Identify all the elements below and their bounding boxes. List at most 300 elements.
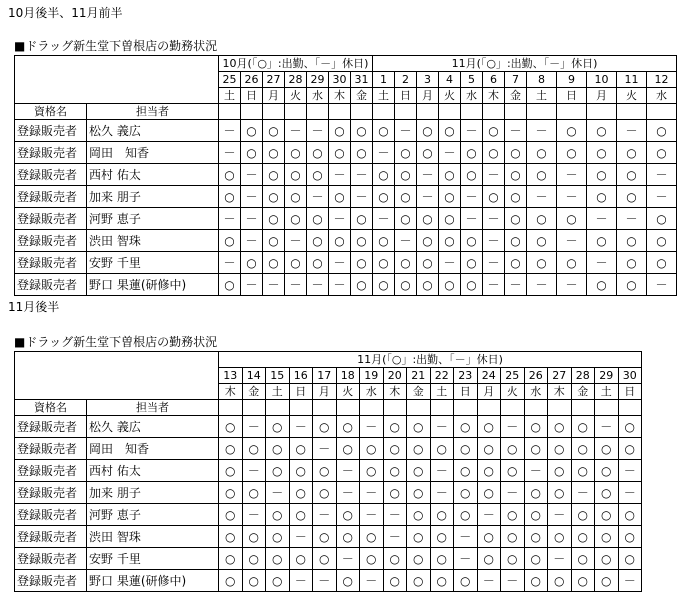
staff-name: 安野 千里 (87, 548, 219, 570)
staff-row (15, 438, 642, 460)
day-number: 5 (461, 72, 483, 88)
shift-mark: ○ (548, 416, 572, 438)
shift-mark: ○ (263, 186, 285, 208)
staff-name: 河野 恵子 (87, 504, 219, 526)
empty-header-cell (501, 400, 525, 416)
shift-mark: ○ (439, 164, 461, 186)
shift-mark: ○ (454, 460, 478, 482)
shift-mark: ○ (430, 526, 454, 548)
shift-mark: ○ (383, 416, 407, 438)
shift-mark: － (617, 208, 647, 230)
weekday: 日 (289, 384, 313, 400)
shift-mark: ○ (242, 482, 266, 504)
weekday: 土 (266, 384, 290, 400)
day-number: 22 (430, 368, 454, 384)
weekday: 日 (454, 384, 478, 400)
weekday: 金 (505, 88, 527, 104)
shift-mark: ○ (430, 570, 454, 592)
shift-mark: － (587, 252, 617, 274)
shift-mark: ○ (557, 142, 587, 164)
shift-mark: ○ (587, 142, 617, 164)
shift-mark: ○ (505, 164, 527, 186)
shift-mark: ○ (219, 438, 243, 460)
shift-mark: － (548, 548, 572, 570)
staff-name: 河野 恵子 (87, 208, 219, 230)
day-number: 23 (454, 368, 478, 384)
shift-mark: ○ (501, 504, 525, 526)
shift-mark: － (351, 164, 373, 186)
shift-mark: ○ (505, 142, 527, 164)
staff-role: 登録販売者 (15, 252, 87, 274)
shift-mark: ○ (383, 482, 407, 504)
column-label-row (15, 104, 677, 120)
shift-mark: ○ (395, 208, 417, 230)
shift-mark: ○ (548, 570, 572, 592)
weekday: 月 (587, 88, 617, 104)
weekday: 金 (571, 384, 595, 400)
weekday: 木 (329, 88, 351, 104)
weekday: 水 (647, 88, 677, 104)
staff-name: 加来 朋子 (87, 482, 219, 504)
shift-mark: ○ (313, 482, 337, 504)
shift-mark: ○ (557, 252, 587, 274)
shift-mark: － (571, 482, 595, 504)
empty-header-cell (313, 400, 337, 416)
shift-mark: ○ (454, 482, 478, 504)
shift-mark: ○ (351, 120, 373, 142)
shift-mark: ○ (454, 416, 478, 438)
section2-heading: 11月後半 (8, 300, 60, 314)
staff-name: 渋田 智珠 (87, 230, 219, 252)
shift-mark: ○ (395, 274, 417, 296)
day-number: 12 (647, 72, 677, 88)
staff-role: 登録販売者 (15, 186, 87, 208)
empty-header-cell (587, 104, 617, 120)
shift-mark: － (587, 208, 617, 230)
shift-mark: ○ (219, 416, 243, 438)
staff-row (15, 482, 642, 504)
shift-mark: ○ (336, 570, 360, 592)
shift-mark: ○ (266, 570, 290, 592)
shift-mark: ○ (587, 186, 617, 208)
shift-mark: ○ (395, 142, 417, 164)
shift-mark: ○ (618, 416, 642, 438)
weekday: 日 (618, 384, 642, 400)
shift-mark: ○ (524, 482, 548, 504)
staff-role: 登録販売者 (15, 570, 87, 592)
shift-mark: ○ (524, 526, 548, 548)
weekday: 火 (336, 384, 360, 400)
weekday: 土 (219, 88, 241, 104)
shift-mark: ○ (618, 526, 642, 548)
empty-header-cell (505, 104, 527, 120)
day-number: 16 (289, 368, 313, 384)
shift-mark: － (219, 142, 241, 164)
shift-mark: － (289, 526, 313, 548)
shift-mark: ○ (242, 438, 266, 460)
day-number: 14 (242, 368, 266, 384)
weekday: 水 (360, 384, 384, 400)
shift-mark: ○ (285, 164, 307, 186)
shift-mark: ○ (241, 252, 263, 274)
shift-mark: － (336, 548, 360, 570)
staff-name: 西村 佑太 (87, 164, 219, 186)
shift-mark: ○ (313, 526, 337, 548)
shift-mark: － (501, 570, 525, 592)
day-number: 21 (407, 368, 431, 384)
group-header-row (15, 352, 642, 368)
weekday: 木 (219, 384, 243, 400)
shift-mark: － (461, 208, 483, 230)
empty-header-cell (483, 104, 505, 120)
shift-mark: ○ (524, 438, 548, 460)
weekday: 木 (483, 88, 505, 104)
shift-mark: － (307, 274, 329, 296)
shift-mark: ○ (383, 570, 407, 592)
empty-header-cell (557, 104, 587, 120)
empty-header-cell (395, 104, 417, 120)
weekday: 火 (285, 88, 307, 104)
weekday: 火 (617, 88, 647, 104)
schedule-table-nov-late (14, 351, 642, 592)
staff-row (15, 460, 642, 482)
staff-name: 岡田 知香 (87, 438, 219, 460)
shift-mark: － (241, 230, 263, 252)
shift-mark: － (454, 526, 478, 548)
weekday: 月 (263, 88, 285, 104)
shift-mark: － (241, 208, 263, 230)
shift-mark: － (360, 482, 384, 504)
weekday: 金 (242, 384, 266, 400)
shift-mark: － (617, 120, 647, 142)
empty-header-cell (477, 400, 501, 416)
shift-mark: ○ (219, 548, 243, 570)
shift-mark: － (329, 252, 351, 274)
shift-mark: ○ (351, 142, 373, 164)
shift-mark: ○ (501, 526, 525, 548)
shift-mark: － (336, 482, 360, 504)
shift-mark: － (505, 274, 527, 296)
staff-role: 登録販売者 (15, 526, 87, 548)
shift-mark: ○ (219, 570, 243, 592)
staff-name: 野口 果蓮(研修中) (87, 274, 219, 296)
day-number: 20 (383, 368, 407, 384)
shift-mark: ○ (263, 208, 285, 230)
shift-mark: ○ (407, 438, 431, 460)
shift-mark: － (618, 570, 642, 592)
header-blank-cell (15, 56, 219, 104)
shift-mark: － (483, 208, 505, 230)
shift-mark: ○ (219, 526, 243, 548)
shift-mark: ○ (329, 142, 351, 164)
shift-mark: ○ (266, 548, 290, 570)
shift-mark: － (439, 252, 461, 274)
shift-mark: ○ (501, 438, 525, 460)
shift-mark: － (618, 460, 642, 482)
staff-role: 登録販売者 (15, 460, 87, 482)
shift-mark: － (557, 186, 587, 208)
shift-mark: － (241, 274, 263, 296)
empty-header-cell (618, 400, 642, 416)
shift-mark: － (439, 142, 461, 164)
staff-role: 登録販売者 (15, 230, 87, 252)
empty-header-cell (242, 400, 266, 416)
shift-mark: － (307, 120, 329, 142)
shift-mark: ○ (647, 120, 677, 142)
shift-mark: ○ (617, 274, 647, 296)
staff-row (15, 142, 677, 164)
shift-mark: ○ (307, 252, 329, 274)
shift-mark: ○ (595, 570, 619, 592)
shift-mark: ○ (477, 416, 501, 438)
shift-mark: － (647, 164, 677, 186)
shift-mark: ○ (417, 208, 439, 230)
shift-mark: ○ (527, 208, 557, 230)
day-number: 30 (329, 72, 351, 88)
shift-mark: ○ (587, 164, 617, 186)
empty-header-cell (336, 400, 360, 416)
shift-mark: ○ (407, 548, 431, 570)
shift-mark: ○ (395, 186, 417, 208)
shift-mark: ○ (454, 504, 478, 526)
staff-row (15, 230, 677, 252)
shift-mark: － (313, 504, 337, 526)
shift-mark: ○ (527, 230, 557, 252)
empty-header-cell (571, 400, 595, 416)
shift-mark: － (383, 526, 407, 548)
shift-mark: ○ (477, 482, 501, 504)
shift-mark: － (360, 416, 384, 438)
shift-mark: － (647, 274, 677, 296)
empty-header-cell (407, 400, 431, 416)
shift-mark: ○ (647, 230, 677, 252)
shift-mark: ○ (266, 504, 290, 526)
shift-mark: － (329, 274, 351, 296)
month-group-header: 11月(「○」:出勤、「－」休日) (373, 56, 677, 72)
shift-mark: ○ (527, 164, 557, 186)
shift-mark: － (263, 274, 285, 296)
empty-header-cell (307, 104, 329, 120)
staff-row (15, 416, 642, 438)
section2-table-title: ■ドラッグ新生堂下曽根店の勤務状況 (14, 335, 218, 349)
shift-mark: ○ (407, 570, 431, 592)
day-number: 17 (313, 368, 337, 384)
shift-mark: ○ (407, 526, 431, 548)
shift-mark: ○ (461, 252, 483, 274)
empty-header-cell (548, 400, 572, 416)
weekday: 月 (417, 88, 439, 104)
shift-mark: ○ (571, 460, 595, 482)
shift-mark: ○ (477, 548, 501, 570)
shift-mark: ○ (571, 504, 595, 526)
shift-mark: － (483, 164, 505, 186)
weekday: 水 (524, 384, 548, 400)
shift-mark: － (289, 416, 313, 438)
shift-mark: － (242, 460, 266, 482)
shift-mark: ○ (336, 526, 360, 548)
shift-mark: ○ (571, 570, 595, 592)
shift-mark: ○ (617, 164, 647, 186)
empty-header-cell (417, 104, 439, 120)
empty-header-cell (647, 104, 677, 120)
empty-header-cell (241, 104, 263, 120)
day-number: 13 (219, 368, 243, 384)
shift-mark: － (461, 186, 483, 208)
shift-mark: ○ (524, 548, 548, 570)
staff-role: 登録販売者 (15, 274, 87, 296)
shift-mark: － (417, 186, 439, 208)
shift-mark: ○ (417, 230, 439, 252)
shift-mark: － (527, 120, 557, 142)
shift-mark: ○ (266, 460, 290, 482)
shift-mark: ○ (383, 548, 407, 570)
shift-mark: ○ (505, 208, 527, 230)
shift-mark: ○ (266, 416, 290, 438)
shift-mark: － (501, 482, 525, 504)
staff-row (15, 570, 642, 592)
staff-name: 野口 果蓮(研修中) (87, 570, 219, 592)
shift-mark: ○ (483, 186, 505, 208)
shift-mark: ○ (477, 460, 501, 482)
staff-row (15, 208, 677, 230)
shift-mark: ○ (313, 460, 337, 482)
shift-mark: － (524, 460, 548, 482)
staff-row (15, 252, 677, 274)
col-label-role: 資格名 (15, 104, 87, 120)
staff-role: 登録販売者 (15, 504, 87, 526)
shift-mark: － (557, 230, 587, 252)
shift-mark: － (307, 186, 329, 208)
shift-mark: ○ (461, 274, 483, 296)
shift-mark: ○ (595, 504, 619, 526)
shift-mark: ○ (430, 548, 454, 570)
shift-mark: ○ (263, 164, 285, 186)
weekday: 水 (461, 88, 483, 104)
shift-mark: － (483, 230, 505, 252)
empty-header-cell (351, 104, 373, 120)
shift-mark: － (373, 142, 395, 164)
schedule-table-oct-nov (14, 55, 677, 296)
shift-mark: ○ (439, 186, 461, 208)
shift-mark: － (483, 274, 505, 296)
day-number: 26 (241, 72, 263, 88)
shift-mark: ○ (219, 230, 241, 252)
shift-mark: ○ (285, 142, 307, 164)
shift-mark: ○ (336, 504, 360, 526)
staff-name: 加来 朋子 (87, 186, 219, 208)
shift-mark: ○ (336, 438, 360, 460)
shift-mark: ○ (285, 208, 307, 230)
day-number: 24 (477, 368, 501, 384)
shift-mark: ○ (242, 526, 266, 548)
day-number: 26 (524, 368, 548, 384)
shift-mark: ○ (360, 460, 384, 482)
shift-mark: － (395, 120, 417, 142)
empty-header-cell (439, 104, 461, 120)
shift-mark: － (430, 416, 454, 438)
staff-role: 登録販売者 (15, 438, 87, 460)
shift-mark: ○ (373, 186, 395, 208)
shift-mark: ○ (527, 142, 557, 164)
shift-mark: ○ (548, 526, 572, 548)
shift-mark: ○ (505, 186, 527, 208)
shift-mark: ○ (524, 416, 548, 438)
shift-mark: － (430, 482, 454, 504)
shift-mark: ○ (289, 548, 313, 570)
shift-mark: ○ (571, 416, 595, 438)
col-label-staff: 担当者 (87, 104, 219, 120)
shift-mark: ○ (407, 504, 431, 526)
staff-row (15, 186, 677, 208)
shift-mark: ○ (289, 504, 313, 526)
shift-mark: ○ (219, 460, 243, 482)
shift-mark: ○ (263, 252, 285, 274)
shift-mark: ○ (242, 570, 266, 592)
shift-mark: ○ (289, 460, 313, 482)
day-number: 28 (571, 368, 595, 384)
empty-header-cell (595, 400, 619, 416)
shift-mark: ○ (307, 208, 329, 230)
shift-mark: ○ (527, 252, 557, 274)
staff-role: 登録販売者 (15, 164, 87, 186)
day-number: 31 (351, 72, 373, 88)
shift-mark: ○ (501, 548, 525, 570)
shift-mark: ○ (483, 120, 505, 142)
empty-header-cell (617, 104, 647, 120)
shift-mark: ○ (307, 230, 329, 252)
shift-mark: － (360, 504, 384, 526)
empty-header-cell (219, 104, 241, 120)
section1-heading: 10月後半、11月前半 (8, 6, 123, 20)
column-label-row (15, 400, 642, 416)
shift-mark: ○ (307, 142, 329, 164)
shift-mark: ○ (571, 548, 595, 570)
shift-mark: － (351, 186, 373, 208)
staff-name: 岡田 知香 (87, 142, 219, 164)
empty-header-cell (430, 400, 454, 416)
shift-mark: － (595, 416, 619, 438)
shift-mark: ○ (524, 504, 548, 526)
day-number: 15 (266, 368, 290, 384)
shift-mark: － (395, 230, 417, 252)
staff-name: 西村 佑太 (87, 460, 219, 482)
weekday: 月 (313, 384, 337, 400)
day-number: 8 (527, 72, 557, 88)
shift-mark: － (647, 186, 677, 208)
shift-mark: － (383, 504, 407, 526)
shift-mark: ○ (285, 252, 307, 274)
day-number: 7 (505, 72, 527, 88)
shift-mark: － (329, 164, 351, 186)
shift-mark: － (505, 120, 527, 142)
shift-mark: ○ (407, 460, 431, 482)
shift-mark: － (527, 274, 557, 296)
empty-header-cell (373, 104, 395, 120)
shift-mark: ○ (647, 208, 677, 230)
header-blank-cell (15, 352, 219, 400)
staff-row (15, 274, 677, 296)
shift-mark: ○ (461, 230, 483, 252)
shift-mark: － (430, 460, 454, 482)
shift-mark: ○ (395, 164, 417, 186)
staff-row (15, 164, 677, 186)
shift-mark: － (477, 504, 501, 526)
shift-mark: ○ (477, 526, 501, 548)
shift-mark: － (557, 164, 587, 186)
staff-row (15, 548, 642, 570)
staff-row (15, 120, 677, 142)
shift-mark: ○ (263, 142, 285, 164)
